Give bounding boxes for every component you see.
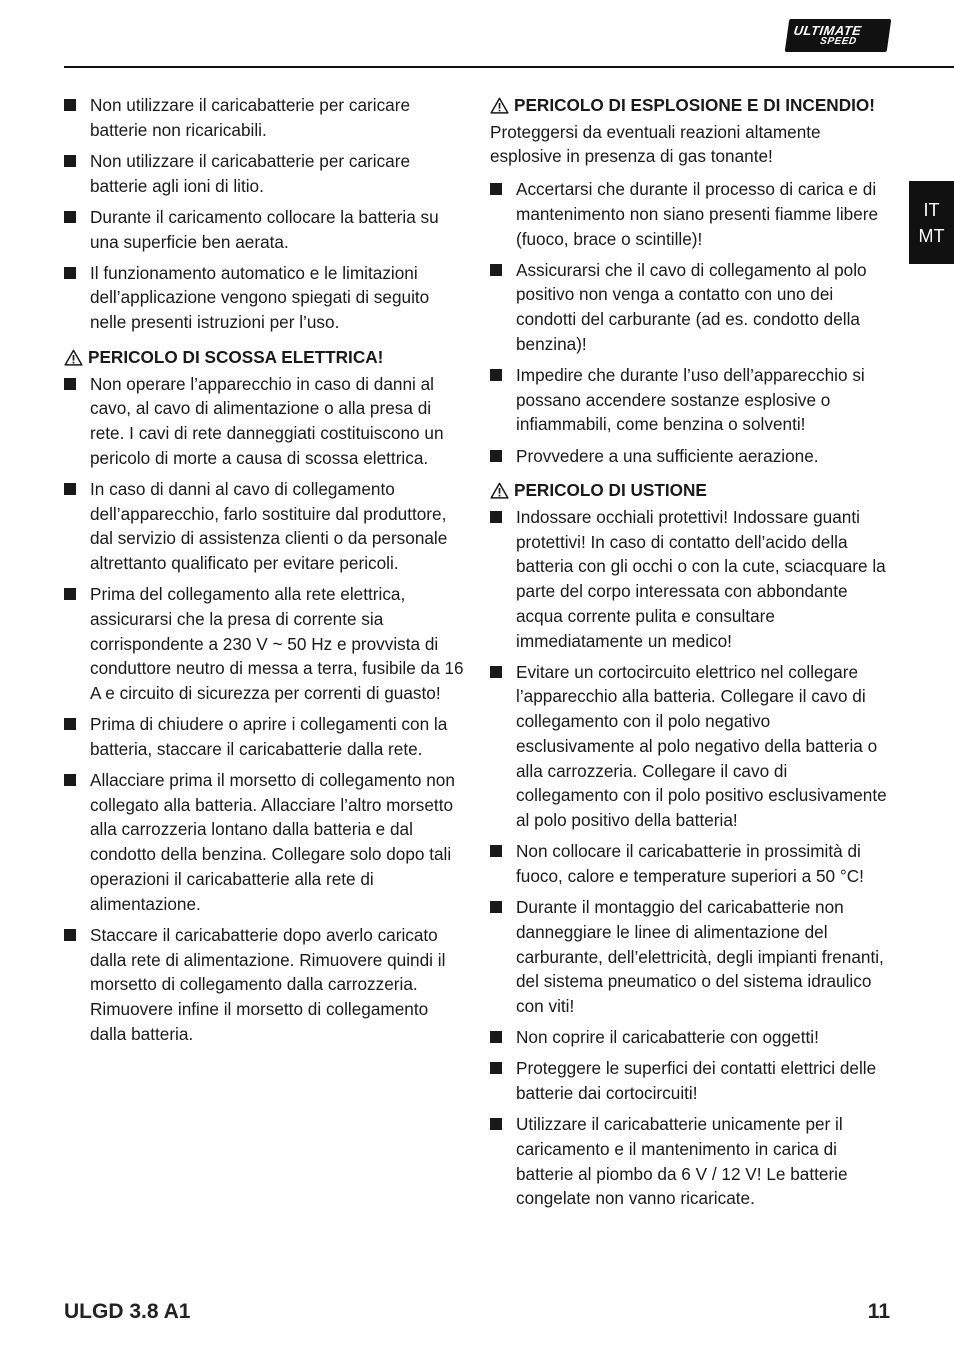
brand-logo (785, 19, 892, 52)
warning-triangle-icon (490, 97, 509, 114)
list-item: Accertarsi che durante il processo di carica e di mantenimento non siano presenti fiamme libere (fuoco, brace o scintille)! (490, 177, 892, 251)
square-bullet-icon (64, 718, 76, 730)
square-bullet-icon (490, 369, 502, 381)
square-bullet-icon (64, 155, 76, 167)
logo-line2: SPEED (819, 35, 858, 47)
list-item: Provvedere a una sufficiente aerazione. (490, 444, 892, 469)
square-bullet-icon (490, 845, 502, 857)
list-item: Staccare il caricabatterie dopo averlo caricato dalla rete di alimentazione. Rimuovere quindi il morsetto di collegamento dalla carrozzeria. Rimuovere infine il morsetto di collegamento dalla batteria. (64, 923, 466, 1047)
square-bullet-icon (64, 378, 76, 390)
list-item: Durante il montaggio del caricabatterie non danneggiare le linee di alimentazione del carburante, dell’elettricità, degli impianti frenanti, del sistema pneumatico o del sistema idraulico con viti! (490, 895, 892, 1019)
square-bullet-icon (490, 666, 502, 678)
list-item: Non utilizzare il caricabatterie per caricare batterie non ricaricabili. (64, 93, 466, 142)
section-intro: Proteggersi da eventuali reazioni altamente esplosive in presenza di gas tonante! (490, 121, 821, 167)
square-bullet-icon (490, 901, 502, 913)
list-item: Durante il caricamento collocare la batteria su una superficie ben aerata. (64, 205, 466, 254)
square-bullet-icon (490, 1118, 502, 1130)
left-column (64, 93, 466, 1053)
warning-triangle-icon (490, 482, 509, 499)
square-bullet-icon (490, 1031, 502, 1043)
section-heading-burn: PERICOLO DI USTIONE (490, 478, 892, 503)
square-bullet-icon (490, 264, 502, 276)
footer-model-number: ULGD 3.8 A1 (64, 1300, 191, 1323)
square-bullet-icon (64, 99, 76, 111)
list-item: Proteggere le superfici dei contatti elettrici delle batterie dai cortocircuiti! (490, 1056, 892, 1105)
square-bullet-icon (64, 211, 76, 223)
language-tab (909, 181, 954, 264)
list-item: Il funzionamento automatico e le limitazioni dell’applicazione vengono spiegati di seguito nelle presenti istruzioni per l’uso. (64, 261, 466, 335)
list-item: Utilizzare il caricabatterie unicamente per il caricamento e il mantenimento in carica di batterie al piombo da 6 V / 12 V! Le batterie congelate non vanno ricaricate. (490, 1112, 892, 1211)
square-bullet-icon (64, 267, 76, 279)
list-item: Prima del collegamento alla rete elettrica, assicurarsi che la presa di corrente sia corrispondente a 230 V ~ 50 Hz e provvista di conduttore neutro di messa a terra, fusibile da 16 A e circuito di sicurezza per correnti di guasto! (64, 582, 466, 706)
square-bullet-icon (490, 1062, 502, 1074)
lang-code-mt: MT (918, 225, 945, 246)
square-bullet-icon (64, 483, 76, 495)
footer-page-number: 11 (867, 1300, 890, 1323)
square-bullet-icon (490, 450, 502, 462)
list-item: Indossare occhiali protettivi! Indossare guanti protettivi! In caso di contatto dell’acido della batteria con gli occhi o con la cute, sciacquare la parte del corpo interessata con abbondante acqua corrente pulita e consultare immediatamente un medico! (490, 505, 892, 653)
lang-code-it: IT (923, 199, 940, 220)
list-item: Impedire che durante l’uso dell’apparecchio si possano accendere sostanze esplosive o infiammabili, come benzina o solventi! (490, 363, 892, 437)
square-bullet-icon (490, 511, 502, 523)
list-item: Non collocare il caricabatterie in prossimità di fuoco, calore e temperature superiori a 50 °C! (490, 839, 892, 888)
square-bullet-icon (64, 929, 76, 941)
square-bullet-icon (64, 774, 76, 786)
section-heading-explosion: PERICOLO DI ESPLOSIONE E DI INCENDIO! (490, 93, 892, 118)
square-bullet-icon (490, 183, 502, 195)
header-rule (64, 66, 954, 68)
list-item: Evitare un cortocircuito elettrico nel collegare l’apparecchio alla batteria. Collegare il cavo di collegamento con il polo negativo esclusivamente al polo negativo della batteria o alla carrozzeria. Collegare il cavo di collegamento con il polo positivo esclusivamente al polo positivo della batteria! (490, 660, 892, 833)
square-bullet-icon (64, 588, 76, 600)
list-item: Non utilizzare il caricabatterie per caricare batterie agli ioni di litio. (64, 149, 466, 198)
list-item: In caso di danni al cavo di collegamento dell’apparecchio, farlo sostituire dal produttore, dal servizio di assistenza clienti o da personale altrettanto qualificato per evitare pericoli. (64, 477, 466, 576)
list-item: Prima di chiudere o aprire i collegamenti con la batteria, staccare il caricabatterie dalla rete. (64, 712, 466, 761)
logo-line1: ULTIMATE (792, 22, 863, 38)
right-column (490, 93, 892, 1218)
list-item: Assicurarsi che il cavo di collegamento al polo positivo non venga a contatto con uno dei condotti del carburante (ad es. condotto della benzina)! (490, 258, 892, 357)
list-item: Allacciare prima il morsetto di collegamento non collegato alla batteria. Allacciare l’altro morsetto alla carrozzeria lontano dalla batteria e dal condotto della benzina. Collegare solo dopo tali operazioni il caricabatterie alla rete di alimentazione. (64, 768, 466, 916)
list-item: Non operare l’apparecchio in caso di danni al cavo, al cavo di alimentazione o alla presa di rete. I cavi di rete danneggiati costituiscono un pericolo di morte a causa di scossa elettrica. (64, 372, 466, 471)
warning-triangle-icon (64, 349, 83, 366)
list-item: Non coprire il caricabatterie con oggetti! (490, 1025, 892, 1050)
section-heading-shock: PERICOLO DI SCOSSA ELETTRICA! (64, 345, 466, 370)
